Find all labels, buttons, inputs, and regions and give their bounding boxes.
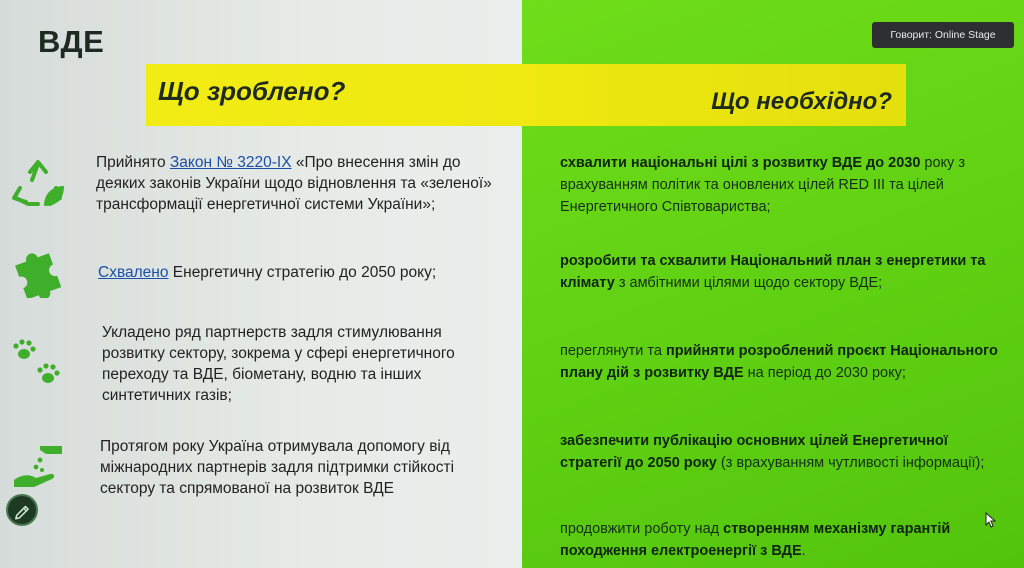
needed-item-text: переглянути та [560,343,666,359]
needed-item-bold: забезпечити публікацію основних цілей Енергетичної стратегії до 2050 року [560,433,948,471]
recycle-icon [10,158,66,214]
done-item-strategy [98,262,498,283]
banner-needed-heading: Що необхідно? [711,88,892,115]
needed-item-text: продовжити роботу над [560,521,724,537]
needed-item-targets [560,152,1010,218]
banner-done-heading: Що зроблено? [158,76,346,106]
needed-item-publication [560,430,1010,474]
pencil-icon [8,496,36,524]
needed-item-bold: прийняти розроблений проєкт Національного плану дій з розвитку ВДЕ [560,343,998,381]
speaker-indicator: Говорит: Online Stage [872,22,1014,48]
law-link[interactable]: Закон № 3220-IX [169,154,292,171]
done-item-text: Енергетичну стратегію до 2050 року; [168,264,437,281]
paw-prints-icon [10,336,66,392]
needed-item-necp [560,250,1010,294]
needed-item-guarantees [560,518,1010,562]
done-item-partnerships: Укладено ряд партнерств задля стимулювання розвитку сектору, зокрема у сфері енергетичного переходу та ВДЕ, біометану, водню та інших синтетичних газів; [102,324,455,404]
needed-item-bold: створенням механізму гарантій походження електроенергії з ВДЕ [560,521,951,559]
mouse-cursor-icon [985,512,997,528]
done-item-law [96,152,496,215]
needed-item-action-plan [560,340,1010,384]
needed-item-text: на період до 2030 року; [743,365,906,381]
slide-title: ВДЕ [38,24,105,59]
hand-seed-icon [10,440,66,496]
done-item-text: Прийнято [96,154,170,171]
puzzle-icon [10,242,66,298]
needed-item-text: . [801,543,806,559]
needed-item-bold: розробити та схвалити Національний план з енергетики та клімату [560,253,986,291]
done-item-text: «Про внесення змін до деяких законів України щодо відновлення та «зеленої» трансформації енергетичної системи України»; [96,154,492,213]
header-banner [146,64,906,126]
annotate-button[interactable] [6,494,38,526]
needed-item-text: (з врахуванням чутливості інформації); [716,455,985,471]
needed-item-text: року з врахуванням політик та оновлених цілей RED III та цілей Енергетичного Співтовариства; [560,155,965,215]
strategy-link[interactable]: Схвалено [98,264,169,281]
needed-item-text: з амбітними цілями щодо сектору ВДЕ; [614,275,883,291]
needed-item-bold: схвалити національні цілі з розвитку ВДЕ до 2030 [560,155,921,171]
done-item-assistance: Протягом року Україна отримувала допомогу від міжнародних партнерів задля підтримки стійкості сектору та спрямованої на розвиток ВДЕ [100,438,455,497]
